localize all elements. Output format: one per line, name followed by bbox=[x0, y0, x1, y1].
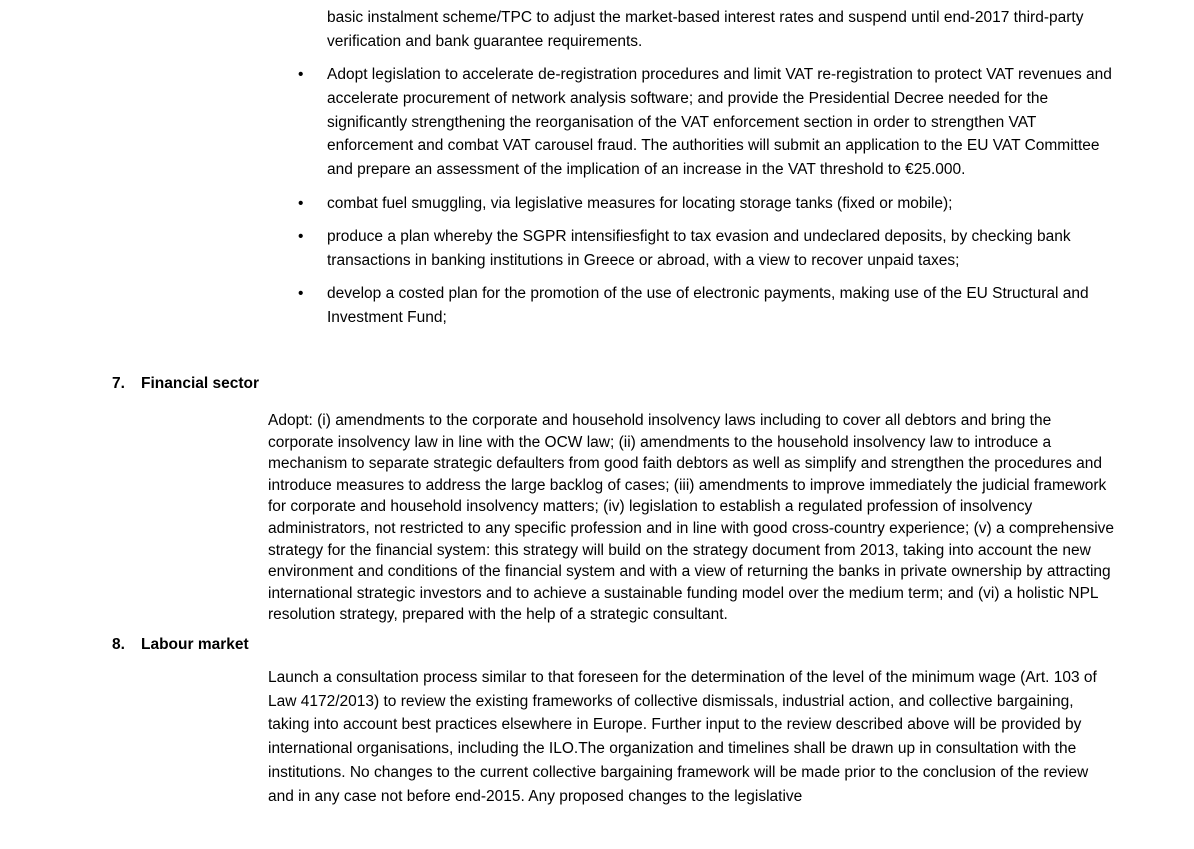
section-heading-financial-sector bbox=[112, 374, 259, 394]
bullet-text: combat fuel smuggling, via legislative measures for locating storage tanks (fixed or mobile); bbox=[327, 194, 953, 212]
bullet-text: develop a costed plan for the promotion of the use of electronic payments, making use of the EU Structural and Investment Fund; bbox=[327, 284, 1089, 326]
bullet-item-fuel bbox=[298, 192, 1118, 216]
bullet-dot-icon: • bbox=[298, 194, 304, 212]
financial-sector-paragraph: Adopt: (i) amendments to the corporate and household insolvency laws including to cover all debtors and bring the corporate insolvency law in line with the OCW law; (ii) amendments to the household insolvency law to introduce a mechanism to separate strategic defaulters from good faith debtors as well as simplify and strengthen the procedures and introduce measures to address the large backlog of cases; (iii) amendments to improve immediately the judicial framework for corporate and household insolvency matters; (iv) legislation to establish a regulated profession of insolvency administrators, not restricted to any specific profession and in line with good cross-country experience; (v) a comprehensive strategy for the financial system: this strategy will build on the strategy document from 2013, taking into account the new environment and conditions of the financial system and with a view of returning the banks in private ownership by attracting international strategic investors and to achieve a sustainable funding model over the medium term; and (vi) a holistic NPL resolution strategy, prepared with the help of a strategic consultant. bbox=[268, 412, 1115, 624]
bullet-dot-icon: • bbox=[298, 284, 304, 302]
section-heading-labour-market bbox=[112, 635, 249, 655]
section-title: Labour market bbox=[141, 636, 249, 653]
measures-bullet-list bbox=[298, 6, 1118, 339]
section-title: Financial sector bbox=[141, 375, 260, 392]
bullet-item-payments bbox=[298, 282, 1118, 330]
bullet-text: Adopt legislation to accelerate de-registration procedures and limit VAT re-registration to protect VAT revenues and accelerate procurement of network analysis software; and provide the Presidential Decree needed for the significantly strengthening the reorganisation of the VAT enforcement section in order to strengthen VAT enforcement and combat VAT carousel fraud. The authorities will submit an application to the EU VAT Committee and prepare an assessment of the implication of an increase in the VAT threshold to €25.000. bbox=[327, 66, 1112, 179]
section-number: 7. bbox=[112, 375, 125, 392]
bullet-item-sgpr bbox=[298, 225, 1118, 273]
bullet-text: basic instalment scheme/TPC to adjust the market-based interest rates and suspend until end-2017 third-party verification and bank guarantee requirements. bbox=[327, 9, 1084, 50]
bullet-item-continued bbox=[298, 6, 1118, 54]
bullet-dot-icon: • bbox=[298, 227, 304, 245]
bullet-dot-icon: • bbox=[298, 66, 304, 84]
bullet-item-vat bbox=[298, 63, 1118, 182]
bullet-text: produce a plan whereby the SGPR intensifiesfight to tax evasion and undeclared deposits, by checking bank transactions in banking institutions in Greece or abroad, with a view to recover unpaid taxes; bbox=[327, 227, 1071, 269]
labour-market-paragraph: Launch a consultation process similar to that foreseen for the determination of the level of the minimum wage (Art. 103 of Law 4172/2013) to review the existing frameworks of collective dismissals, industrial action, and collective bargaining, taking into account best practices elsewhere in Europe. Further input to the review described above will be provided by international organisations, including the ILO.The organization and timelines shall be drawn up in consultation with the institutions. No changes to the current collective bargaining framework will be made prior to the conclusion of the review and in any case not before end-2015. Any proposed changes to the legislative bbox=[268, 669, 1097, 805]
section-number: 8. bbox=[112, 636, 125, 653]
